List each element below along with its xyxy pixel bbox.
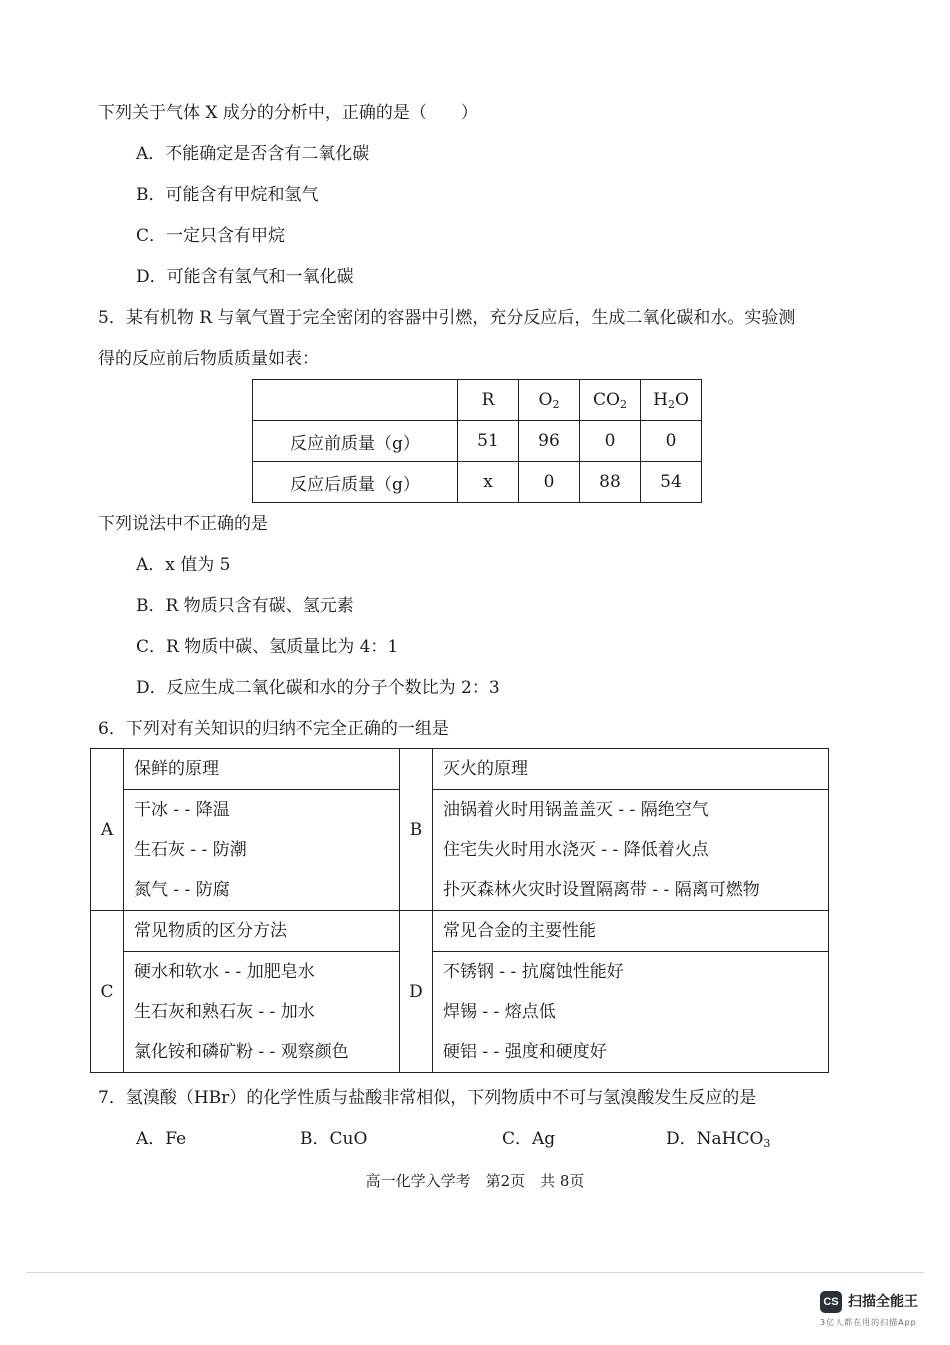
header-co2: $CO_2$	[580, 380, 641, 421]
cell-after-co2: 88	[580, 462, 641, 503]
page-footer: 高一化学入学考 第2页 共 8页	[365, 1172, 585, 1190]
cell-before-co2: 0	[580, 421, 641, 462]
mass-table-header-row	[253, 380, 702, 421]
cell-before-r: 51	[458, 421, 519, 462]
knowledge-table	[90, 748, 829, 1073]
q7-choice-a: A．Fe	[136, 1129, 187, 1149]
group-a	[124, 749, 400, 911]
q4-option-a: A．不能确定是否含有二氧化碳	[136, 144, 370, 164]
header-o2: $O_2$	[519, 380, 580, 421]
camscanner-logo-icon: CS	[820, 1291, 842, 1313]
group-a-item: 干冰 - - 降温	[134, 800, 230, 820]
group-b	[433, 749, 829, 911]
q6-stem: 6．下列对有关知识的归纳不完全正确的一组是	[98, 719, 449, 739]
group-b-item: 住宅失火时用水浇灭 - - 降低着火点	[443, 840, 709, 860]
q5-option-c: C．R 物质中碳、氢质量比为 4：1	[136, 637, 399, 657]
q4-option-c: C．一定只含有甲烷	[136, 226, 286, 246]
group-c-item: 氯化铵和磷矿粉 - - 观察颜色	[134, 1042, 349, 1062]
q7-choice-c: C．Ag	[502, 1129, 556, 1149]
cell-after-h2o: 54	[641, 462, 702, 503]
table-row-before	[253, 421, 702, 462]
group-d-item: 焊锡 - - 熔点低	[443, 1002, 556, 1022]
group-letter-d: D	[400, 911, 433, 1073]
q5-option-d: D．反应生成二氧化碳和水的分子个数比为 2：3	[136, 678, 500, 698]
group-c-item: 硬水和软水 - - 加肥皂水	[134, 962, 315, 982]
q4-option-b: B．可能含有甲烷和氢气	[136, 185, 319, 205]
group-a-item: 氮气 - - 防腐	[134, 880, 230, 900]
q4-option-d: D．可能含有氢气和一氧化碳	[136, 267, 354, 287]
cell-before-h2o: 0	[641, 421, 702, 462]
row-label-after: 反应后质量（g）	[253, 462, 458, 503]
group-d-item: 硬铝 - - 强度和硬度好	[443, 1042, 607, 1062]
group-b-item: 油锅着火时用锅盖盖灭 - - 隔绝空气	[443, 800, 709, 820]
q7-choice-d: D．NaHCO$_3$	[666, 1129, 771, 1150]
q7-stem: 7．氢溴酸（HBr）的化学性质与盐酸非常相似，下列物质中不可与氢溴酸发生反应的是	[98, 1088, 757, 1108]
knowledge-row-cd	[91, 911, 829, 1073]
q5-stem-line1: 5．某有机物 R 与氧气置于完全密闭的容器中引燃，充分反应后，生成二氧化碳和水。实验测	[98, 308, 796, 328]
divider	[26, 1272, 924, 1273]
watermark-tagline: 3亿人都在用的扫描App	[820, 1318, 917, 1327]
group-letter-b: B	[400, 749, 433, 911]
group-c	[124, 911, 400, 1073]
watermark-name: 扫描全能王	[848, 1294, 918, 1310]
group-b-title: 灭火的原理	[433, 749, 828, 790]
group-d	[433, 911, 829, 1073]
group-c-title: 常见物质的区分方法	[124, 911, 399, 952]
cell-after-r: x	[458, 462, 519, 503]
cell-before-o2: 96	[519, 421, 580, 462]
scanner-watermark	[820, 1290, 930, 1330]
q5-stem-line2: 得的反应前后物质质量如表：	[98, 349, 319, 369]
q7-choice-b: B．CuO	[300, 1129, 368, 1149]
group-a-item: 生石灰 - - 防潮	[134, 840, 247, 860]
group-letter-a: A	[91, 749, 124, 911]
group-a-title: 保鲜的原理	[124, 749, 399, 790]
group-d-item: 不锈钢 - - 抗腐蚀性能好	[443, 962, 624, 982]
cell-after-o2: 0	[519, 462, 580, 503]
q5-prompt: 下列说法中不正确的是	[98, 514, 268, 534]
header-r: R	[458, 380, 519, 421]
q5-option-a: A．x 值为 5	[136, 555, 231, 575]
q5-option-b: B．R 物质只含有碳、氢元素	[136, 596, 354, 616]
group-d-title: 常见合金的主要性能	[433, 911, 828, 952]
knowledge-row-ab	[91, 749, 829, 911]
mass-table	[252, 379, 702, 503]
mass-table-corner	[253, 380, 458, 421]
group-b-item: 扑灭森林火灾时设置隔离带 - - 隔离可燃物	[443, 880, 760, 900]
group-letter-c: C	[91, 911, 124, 1073]
header-h2o: $H_2O$	[641, 380, 702, 421]
row-label-before: 反应前质量（g）	[253, 421, 458, 462]
q4-stem: 下列关于气体 X 成分的分析中，正确的是（ ）	[98, 103, 478, 123]
group-c-item: 生石灰和熟石灰 - - 加水	[134, 1002, 315, 1022]
table-row-after	[253, 462, 702, 503]
